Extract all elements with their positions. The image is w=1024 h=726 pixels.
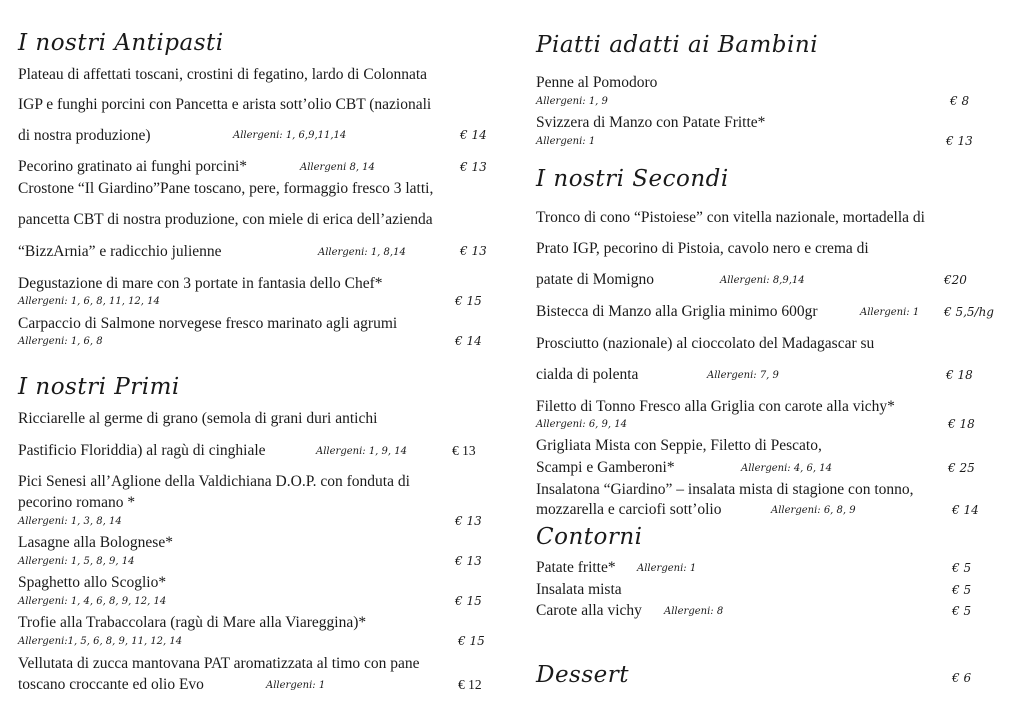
allergens: Allergeni: 1, 8,14 — [318, 247, 406, 258]
menu-item-text: di nostra produzione) — [18, 127, 151, 144]
price: € 5,5/hg — [944, 305, 994, 319]
menu-item-text: “BizzArnia” e radicchio julienne — [18, 243, 222, 260]
price: € 15 — [455, 594, 482, 608]
menu-item-text: Svizzera di Manzo con Patate Fritte* — [536, 114, 766, 131]
secondi-heading: I nostri Secondi — [536, 166, 729, 192]
menu-item-text: Prato IGP, pecorino di Pistoia, cavolo nero e crema di — [536, 240, 869, 257]
price: € 14 — [460, 128, 487, 142]
menu-item-text: Degustazione di mare con 3 portate in fantasia dello Chef* — [18, 275, 383, 292]
allergens: Allergeni: 1, 3, 8, 14 — [18, 516, 122, 527]
allergens: Allergeni: 1, 6, 8, 11, 12, 14 — [18, 296, 160, 307]
menu-item-text: Filetto di Tonno Fresco alla Griglia con carote alla vichy* — [536, 398, 895, 415]
menu-item-text: Trofie alla Trabaccolara (ragù di Mare alla Viareggina)* — [18, 614, 367, 631]
menu-item-text: Bistecca di Manzo alla Griglia minimo 600gr — [536, 303, 818, 320]
menu-item-text: patate di Momigno — [536, 271, 654, 288]
allergens: Allergeni: 1 — [536, 136, 596, 147]
bambini-heading: Piatti adatti ai Bambini — [536, 32, 819, 58]
price: € 13 — [455, 514, 482, 528]
menu-item-text: mozzarella e carciofi sott’olio — [536, 501, 722, 518]
allergens: Allergeni: 1 — [637, 563, 697, 574]
allergens: Allergeni: 6, 8, 9 — [771, 505, 856, 516]
primi-heading: I nostri Primi — [18, 374, 180, 400]
allergens: Allergeni: 6, 9, 14 — [536, 419, 627, 430]
contorni-heading: Contorni — [536, 524, 643, 550]
allergens: Allergeni: 1, 6, 8 — [18, 336, 103, 347]
price: € 14 — [455, 334, 482, 348]
price: € 5 — [952, 561, 972, 575]
allergens: Allergeni: 1 — [266, 680, 326, 691]
price: € 12 — [458, 677, 482, 692]
price: € 14 — [952, 503, 979, 517]
menu-item-text: Insalata mista — [536, 581, 622, 598]
menu-item-text: Pastificio Floriddia) al ragù di cinghiale — [18, 442, 266, 459]
price: € 13 — [460, 244, 487, 258]
allergens: Allergeni: 1, 9, 14 — [316, 446, 407, 457]
price: € 13 — [452, 443, 476, 458]
menu-item-text: IGP e funghi porcini con Pancetta e arista sott’olio CBT (nazionali — [18, 96, 432, 113]
allergens: Allergeni: 1, 5, 8, 9, 14 — [18, 556, 135, 567]
allergens: Allergeni: 8 — [664, 606, 724, 617]
allergens: Allergeni: 1, 9 — [536, 96, 608, 107]
allergens: Allergeni 8, 14 — [300, 162, 375, 173]
menu-item-text: Carpaccio di Salmone norvegese fresco marinato agli agrumi — [18, 315, 398, 332]
menu-item-text: toscano croccante ed olio Evo — [18, 676, 204, 693]
menu-item-text: cialda di polenta — [536, 366, 639, 383]
menu-item-text: Vellutata di zucca mantovana PAT aromatizzata al timo con pane — [18, 655, 420, 672]
price: € 5 — [952, 604, 972, 618]
allergens: Allergeni: 8,9,14 — [720, 275, 805, 286]
menu-item-text: Pecorino gratinato ai funghi porcini* — [18, 158, 247, 175]
menu-item-text: Carote alla vichy — [536, 602, 642, 619]
price: € 13 — [946, 134, 973, 148]
menu-item-text: Plateau di affettati toscani, crostini di fegatino, lardo di Colonnata — [18, 66, 428, 83]
price: € 25 — [948, 461, 975, 475]
menu-item-text: Pici Senesi all’Aglione della Valdichiana D.O.P. con fonduta di — [18, 473, 410, 490]
menu-item-text: Spaghetto allo Scoglio* — [18, 574, 167, 591]
price: € 15 — [458, 634, 485, 648]
price: €20 — [944, 273, 967, 287]
menu-item-text: Grigliata Mista con Seppie, Filetto di Pescato, — [536, 437, 822, 454]
price: € 15 — [455, 294, 482, 308]
menu-item-text: Patate fritte* — [536, 559, 616, 576]
menu-item-text: Penne al Pomodoro — [536, 74, 658, 91]
price: € 18 — [946, 368, 973, 382]
antipasti-heading: I nostri Antipasti — [18, 30, 224, 56]
price: € 8 — [950, 94, 970, 108]
menu-item-text: Crostone “Il Giardino”Pane toscano, pere, formaggio fresco 3 latti, — [18, 180, 434, 197]
price: € 13 — [455, 554, 482, 568]
price: € 18 — [948, 417, 975, 431]
menu-item-text: Scampi e Gamberoni* — [536, 459, 675, 476]
allergens: Allergeni: 1, 6,9,11,14 — [233, 130, 347, 141]
menu-item-text: pancetta CBT di nostra produzione, con miele di erica dell’azienda — [18, 211, 433, 228]
menu-item-text: Insalatona “Giardino” – insalata mista di stagione con tonno, — [536, 481, 914, 498]
allergens: Allergeni: 1, 4, 6, 8, 9, 12, 14 — [18, 596, 167, 607]
menu-item-text: Ricciarelle al germe di grano (semola di grani duri antichi — [18, 410, 378, 427]
price: € 13 — [460, 160, 487, 174]
allergens: Allergeni: 1 — [860, 307, 920, 318]
price: € 5 — [952, 583, 972, 597]
price: € 6 — [952, 671, 972, 685]
menu-item-text: Lasagne alla Bolognese* — [18, 534, 173, 551]
allergens: Allergeni:1, 5, 6, 8, 9, 11, 12, 14 — [18, 636, 183, 647]
dessert-heading: Dessert — [536, 662, 630, 688]
allergens: Allergeni: 7, 9 — [707, 370, 779, 381]
menu-item-text: pecorino romano * — [18, 494, 136, 511]
allergens: Allergeni: 4, 6, 14 — [741, 463, 832, 474]
menu-item-text: Prosciutto (nazionale) al cioccolato del Madagascar su — [536, 335, 875, 352]
menu-item-text: Tronco di cono “Pistoiese” con vitella nazionale, mortadella di — [536, 209, 925, 226]
